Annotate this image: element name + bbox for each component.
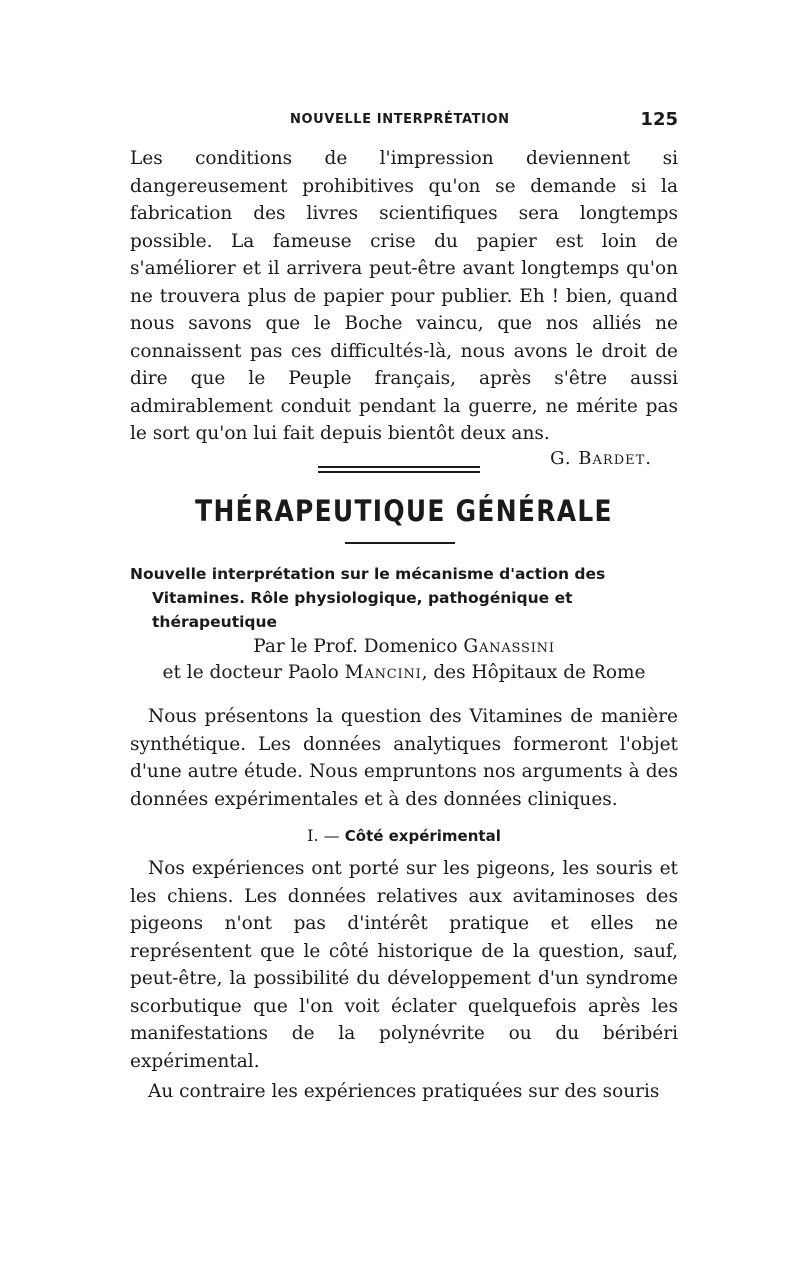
- body-paragraph-1: Nos expériences ont porté sur les pigeons, les souris et les chiens. Les données relatives aux avitaminoses des pigeons n'ont pas d'intérêt pratique et elles ne représentent que le côté historique de la question, sauf, peut-être, la possibilité du développement d'un syndrome scorbutique que l'on voit éclater quelquefois après les manifestations de la polynévrite ou du béribéri expérimental.: [130, 858, 678, 1072]
- byline-second-name: Mancini: [344, 662, 422, 683]
- byline-second-author: [130, 662, 678, 683]
- body-paragraph-2: Au contraire les expériences pratiquées sur des souris: [148, 1081, 660, 1102]
- double-rule-top: [318, 466, 480, 468]
- byline-second-suffix: , des Hôpitaux de Rome: [421, 662, 646, 683]
- section-divider: [345, 542, 455, 544]
- byline-first-prefix: Par le Prof. Domenico: [253, 636, 458, 657]
- byline-first-name: Ganassini: [463, 636, 555, 657]
- author-signature: G. Bardet.: [550, 448, 652, 469]
- previous-article-closing-paragraph: Les conditions de l'impression deviennent si dangereusement prohibitives qu'on se demande si la fabrication des livres scientifiques sera longtemps possible. La fameuse crise du papier est loin de s'améliorer et il arrivera peut-être avant longtemps qu'on ne trouvera plus de papier pour publier. Eh ! bien, quand nous savons que le Boche vaincu, que nos alliés ne connaissent pas ces difficultés-là, nous avons le droit de dire que le Peuple français, après s'être aussi admirablement conduit pendant la guerre, ne mérite pas le sort qu'on lui fait depuis bientôt deux ans.: [130, 148, 678, 444]
- running-header: [130, 109, 678, 136]
- intro-paragraph: Nous présentons la question des Vitamines de manière synthétique. Les données analytiques formeront l'objet d'une autre étude. Nous empruntons nos arguments à des données expérimentales et à des données cliniques.: [130, 706, 678, 810]
- byline-first-author: [130, 636, 678, 657]
- article-title: Nouvelle interprétation sur le mécanisme d'action des Vitamines. Rôle physiologique, pathogénique et thérapeutique: [130, 565, 606, 631]
- page-number: 125: [640, 109, 678, 130]
- subsection-number: I. —: [307, 826, 340, 845]
- byline-second-prefix: et le docteur Paolo: [162, 662, 339, 683]
- running-title: NOUVELLE INTERPRÉTATION: [290, 112, 510, 127]
- double-rule-bottom: [318, 471, 480, 473]
- subsection-heading: [130, 826, 678, 845]
- section-title: THÉRAPEUTIQUE GÉNÉRALE: [195, 494, 613, 528]
- subsection-title: Côté expérimental: [344, 827, 501, 845]
